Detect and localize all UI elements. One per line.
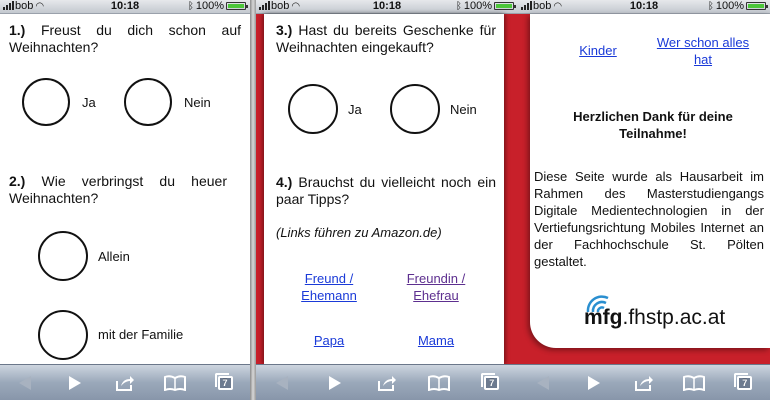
wifi-icon: ◠ (553, 1, 563, 12)
browser-toolbar (256, 364, 518, 400)
bookmarks-icon[interactable] (424, 368, 454, 398)
wifi-icon: ◠ (291, 1, 301, 12)
answer-radio-allein[interactable] (38, 231, 88, 281)
answer-label: mit der Familie (98, 327, 184, 342)
phone-screen-3 (518, 0, 770, 400)
amazon-note: (Links führen zu Amazon.de) (276, 225, 442, 240)
bookmarks-icon[interactable] (160, 368, 190, 398)
red-border (504, 14, 518, 364)
status-time: 10:18 (629, 0, 659, 12)
link-mama[interactable]: Mama (417, 333, 455, 348)
question-2: 2.) Wie verbringst du heuer Weihnachten? (9, 173, 227, 206)
answer-radio-ja[interactable] (22, 78, 70, 126)
status-time: 10:18 (110, 0, 140, 12)
about-text: Diese Seite wurde als Hausarbeit im Rahmen des Masterstudiengangs Digitale Medientechnologien in der Vertiefungsrichtung Mobiles Internet an der Fachhochschule St. Pölten gestaltet. (534, 169, 764, 269)
forward-icon[interactable] (60, 368, 90, 398)
answer-radio-nein[interactable] (390, 84, 440, 134)
browser-toolbar (518, 364, 770, 400)
bookmarks-icon[interactable] (679, 368, 709, 398)
wifi-icon: ◠ (35, 1, 45, 12)
question-1: 1.) Freust du dich schon auf Weihnachten? (9, 22, 242, 55)
bluetooth-icon: ᛒ (707, 1, 714, 12)
answer-radio-nein[interactable] (124, 78, 172, 126)
phone-screen-2 (256, 0, 518, 400)
forward-icon[interactable] (320, 368, 350, 398)
answer-label: Allein (98, 249, 130, 264)
link-freund-ehemann[interactable]: Freund / Ehemann (301, 271, 357, 303)
battery-status: ᛒ 100% (456, 0, 514, 13)
thanks-heading: Herzlichen Dank für deine Teilnahme! (573, 109, 733, 141)
carrier: bob ◠ (259, 0, 300, 13)
pages-count: 7 (737, 376, 752, 390)
bluetooth-icon: ᛒ (187, 1, 194, 12)
link-kinder[interactable]: Kinder (579, 43, 617, 58)
answer-radio-ja[interactable] (288, 84, 338, 134)
battery-icon (746, 2, 766, 10)
battery-icon (226, 2, 246, 10)
pages-icon[interactable] (210, 368, 240, 398)
bluetooth-icon: ᛒ (455, 1, 462, 12)
link-papa[interactable]: Papa (313, 333, 345, 348)
answer-label: Nein (184, 95, 211, 110)
question-3: 3.) Hast du bereits Geschenke für Weihnachten eingekauft? (276, 22, 496, 55)
pages-icon[interactable] (477, 368, 507, 398)
carrier: bob ◠ (521, 0, 562, 13)
battery-status: ᛒ 100% (188, 0, 246, 13)
link-freundin-ehefrau[interactable]: Freundin / Ehefrau (406, 271, 466, 303)
share-icon[interactable] (110, 368, 140, 398)
carrier: bob ◠ (3, 0, 44, 13)
status-bar (0, 0, 250, 14)
phone-screen-1 (0, 0, 250, 400)
status-bar (518, 0, 770, 14)
forward-icon[interactable] (579, 368, 609, 398)
pages-count: 7 (484, 376, 499, 390)
red-border (256, 14, 264, 364)
answer-label: Ja (348, 102, 362, 117)
battery-icon (494, 2, 514, 10)
back-icon[interactable] (267, 368, 297, 398)
back-icon[interactable] (10, 368, 40, 398)
share-icon[interactable] (629, 368, 659, 398)
back-icon[interactable] (528, 368, 558, 398)
status-time: 10:18 (372, 0, 402, 12)
browser-toolbar (0, 364, 250, 400)
pages-count: 7 (218, 376, 233, 390)
share-icon[interactable] (372, 368, 402, 398)
answer-label: Nein (450, 102, 477, 117)
answer-label: Ja (82, 95, 96, 110)
content-panel (264, 14, 504, 364)
battery-status: ᛒ 100% (708, 0, 766, 13)
link-wer-schon-alles-hat[interactable]: Wer schon alles hat (656, 35, 750, 67)
question-4: 4.) Brauchst du vielleicht noch ein paar Tipps? (276, 174, 497, 207)
status-bar (256, 0, 518, 14)
mfg-logo: mfg.fhstp.ac.at (584, 306, 726, 329)
pages-icon[interactable] (730, 368, 760, 398)
answer-radio-familie[interactable] (38, 310, 88, 360)
